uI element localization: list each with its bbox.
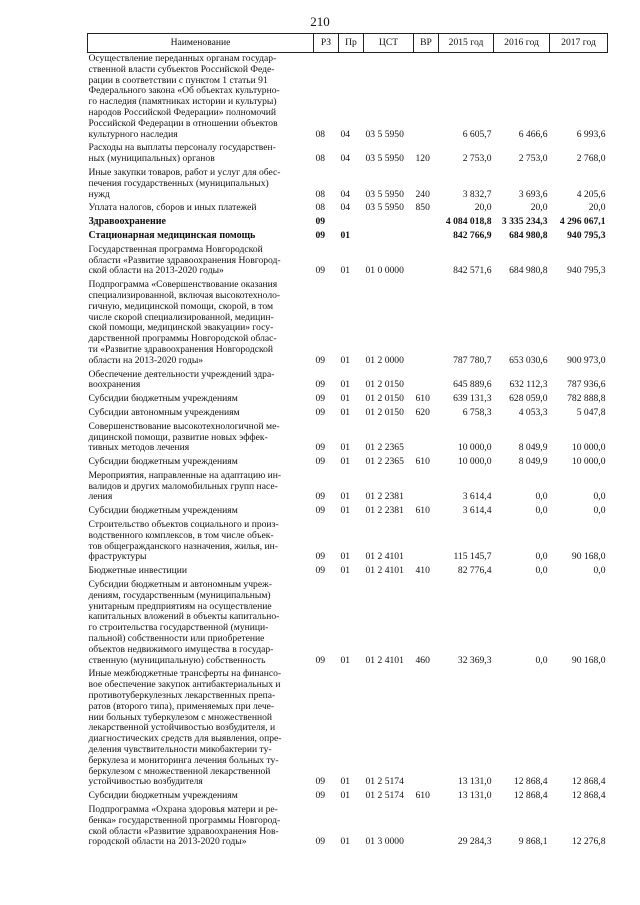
table-row: [88, 565, 608, 579]
row-name: Уплата налогов, сборов и иных платежей: [88, 202, 257, 214]
row-value-2015: 6 605,7: [462, 128, 492, 140]
row-vr: 610: [415, 505, 430, 517]
header-rz: РЗ: [314, 34, 339, 53]
row-pr: 01: [340, 456, 351, 468]
row-vr: 610: [415, 456, 430, 468]
row-value-2016: 2 753,0: [518, 153, 548, 165]
row-value-2017: 4 296 067,1: [559, 216, 606, 228]
header-name: Наименование: [88, 34, 314, 53]
row-value-2016: 8 049,9: [518, 442, 548, 454]
row-value-2017: 940 795,3: [567, 265, 606, 277]
row-vr: 610: [415, 790, 430, 802]
row-value-2015: 82 776,4: [457, 565, 492, 577]
table-row: [88, 393, 608, 407]
row-pr: 01: [340, 379, 351, 391]
row-cst: 03 5 5950: [365, 128, 404, 140]
row-cst: [364, 230, 414, 244]
row-value-2016: 0,0: [535, 505, 548, 517]
row-value-2015: 10 000,0: [457, 442, 492, 454]
row-rz: 09: [315, 442, 326, 454]
row-pr: 01: [340, 265, 351, 277]
row-name: Подпрограмма «Совершенствование оказания специализированной, включая высокотехноло- гичную, медицинской помощи, скорой, в том числе скорой специализированной, медицин- ской помощи, медицинской эвакуации» госу- дарственной программы Новгородской облас- ти «Развитие здравоохранения Новгородской области на 2013-2020 годы»: [88, 279, 281, 366]
row-value-2015: 787 780,7: [453, 354, 492, 366]
row-value-2015: 20,0: [474, 202, 492, 214]
row-name: Субсидии бюджетным учреждениям: [88, 790, 238, 802]
row-pr: 01: [340, 654, 351, 666]
row-value-2015: 645 889,6: [453, 379, 492, 391]
table-row: [88, 790, 608, 804]
row-vr: 850: [415, 202, 430, 214]
row-rz: 09: [315, 565, 326, 577]
row-vr: [414, 230, 439, 244]
row-rz: 09: [315, 354, 326, 366]
row-value-2015: 10 000,0: [457, 456, 492, 468]
row-rz: 09: [315, 456, 326, 468]
table-row: [88, 167, 608, 202]
row-rz: 09: [315, 505, 326, 517]
row-rz: 09: [315, 491, 326, 503]
row-pr: [339, 216, 364, 230]
table-row: [88, 202, 608, 216]
table-row: [88, 244, 608, 279]
header-vr: ВР: [414, 34, 439, 53]
page-number: 210: [310, 14, 330, 29]
row-pr: 01: [340, 836, 351, 848]
row-pr: 01: [340, 406, 351, 418]
row-value-2016: 12 868,4: [513, 776, 548, 788]
row-value-2016: 4 053,3: [518, 406, 548, 418]
row-pr: 01: [340, 229, 351, 241]
row-rz: 09: [315, 265, 326, 277]
row-value-2016: 9 868,1: [518, 836, 548, 848]
row-cst: 01 2 0150: [365, 406, 404, 418]
row-vr: [414, 804, 439, 850]
row-value-2015: 32 369,3: [457, 654, 492, 666]
row-value-2015: 29 284,3: [457, 836, 492, 848]
table-row: [88, 369, 608, 394]
table-row: [88, 279, 608, 368]
row-name: Осуществление переданных органам государ- ственной власти субъектов Российской Феде- рации в соответствии с пунктом 1 статьи 91 Федерального закона «Об объектах культурно- го наследия (памятниках истории и культуры) народов Российской Федерации» полномочий Российской Федерации в отношении объектов культурного наследия: [88, 53, 280, 140]
table-row: [88, 505, 608, 519]
row-pr: 01: [340, 491, 351, 503]
row-name: Субсидии автономным учреждениям: [88, 406, 240, 418]
row-value-2015: 13 131,0: [457, 776, 492, 788]
row-name: Подпрограмма «Охрана здоровья матери и ре- бенка» государственной программы Новгород- ской области «Развитие здравоохранения Нов- городской области на 2013-2020 годы»: [88, 804, 281, 848]
row-rz: 08: [315, 153, 326, 165]
row-value-2016: 8 049,9: [518, 456, 548, 468]
row-vr: 120: [415, 153, 430, 165]
row-vr: [414, 216, 439, 230]
row-cst: 03 5 5950: [365, 202, 404, 214]
row-value-2016: 684 980,8: [509, 265, 548, 277]
row-name: Строительство объектов социального и произ- водственного комплексов, в том числе объек- тов общегражданского назначения, жилья, ин- фраструктуры: [88, 519, 279, 563]
row-value-2017: 90 168,0: [571, 654, 606, 666]
row-rz: 09: [315, 216, 326, 228]
row-value-2015: 3 614,4: [462, 491, 492, 503]
row-name: Субсидии бюджетным учреждениям: [88, 505, 238, 517]
row-value-2016: 0,0: [535, 654, 548, 666]
row-rz: 08: [315, 188, 326, 200]
table-row: [88, 668, 608, 790]
row-value-2017: 12 276,8: [571, 836, 606, 848]
row-pr: 01: [340, 393, 351, 405]
row-value-2016: 684 980,8: [509, 229, 548, 241]
row-rz: 08: [315, 202, 326, 214]
table-header: [88, 34, 608, 53]
row-name: Субсидии бюджетным и автономным учреж- дениям, государственным (муниципальным) унитарным предприятиям на осуществление капитальных вложений в объекты капитально- го строительства государственной (муници- пальной) собственности или приобретение объектов недвижимого имущества в государ- ственную (муниципальную) собственность: [88, 579, 280, 666]
row-pr: 01: [340, 505, 351, 517]
row-value-2015: 2 753,0: [462, 153, 492, 165]
row-cst: [364, 216, 414, 230]
row-value-2016: 0,0: [535, 491, 548, 503]
row-vr: [414, 244, 439, 279]
table-row: [88, 142, 608, 167]
row-cst: 01 0 0000: [365, 265, 404, 277]
row-vr: [414, 519, 439, 565]
row-name: Иные закупки товаров, работ и услуг для обес- печения государственных (муниципальных) нужд: [88, 166, 281, 200]
row-value-2016: 6 466,6: [518, 128, 548, 140]
row-rz: 09: [315, 229, 326, 241]
row-value-2016: 628 059,0: [509, 393, 548, 405]
row-value-2015: 3 614,4: [462, 505, 492, 517]
row-pr: 01: [340, 442, 351, 454]
row-value-2015: 842 571,6: [453, 265, 492, 277]
row-value-2016: 0,0: [535, 565, 548, 577]
row-value-2016: 12 868,4: [513, 790, 548, 802]
table-row: [88, 579, 608, 668]
row-vr: [414, 369, 439, 394]
row-value-2017: 20,0: [588, 202, 606, 214]
row-vr: 620: [415, 406, 430, 418]
row-rz: 09: [315, 393, 326, 405]
row-value-2016: 3 335 234,3: [501, 216, 548, 228]
row-cst: 01 2 0150: [365, 379, 404, 391]
row-value-2017: 4 205,6: [576, 188, 606, 200]
row-rz: 09: [315, 406, 326, 418]
row-vr: [414, 279, 439, 368]
table-row: [88, 804, 608, 850]
row-cst: 01 2 0000: [365, 354, 404, 366]
table-row: [88, 421, 608, 456]
row-cst: 01 2 2365: [365, 456, 404, 468]
row-pr: 04: [340, 202, 351, 214]
row-value-2017: 2 768,0: [576, 153, 606, 165]
table-row: [88, 230, 608, 244]
row-rz: 09: [315, 790, 326, 802]
row-pr: 01: [340, 565, 351, 577]
row-rz: 09: [315, 654, 326, 666]
table-row: [88, 519, 608, 565]
header-2015: 2015 год: [439, 34, 494, 53]
row-value-2017: 0,0: [593, 491, 606, 503]
row-name: Государственная программа Новгородской области «Развитие здравоохранения Новгород- ской области на 2013-2020 годы»: [88, 243, 281, 277]
row-vr: [414, 421, 439, 456]
row-cst: 01 2 4101: [365, 654, 404, 666]
row-cst: 03 5 5950: [365, 188, 404, 200]
row-cst: 01 2 2381: [365, 491, 404, 503]
row-value-2017: 5 047,8: [576, 406, 606, 418]
row-value-2017: 6 993,6: [576, 128, 606, 140]
row-cst: 01 2 5174: [365, 790, 404, 802]
row-value-2017: 12 868,4: [571, 776, 606, 788]
row-name: Субсидии бюджетным учреждениям: [88, 393, 238, 405]
table-row: [88, 53, 608, 143]
row-pr: 04: [340, 128, 351, 140]
row-vr: 240: [415, 188, 430, 200]
row-name: Бюджетные инвестиции: [88, 565, 187, 577]
row-vr: 610: [415, 393, 430, 405]
header-2017: 2017 год: [550, 34, 608, 53]
row-vr: 460: [415, 654, 430, 666]
row-pr: 04: [340, 153, 351, 165]
row-value-2015: 13 131,0: [457, 790, 492, 802]
row-value-2016: 632 112,3: [509, 379, 548, 391]
row-value-2015: 639 131,3: [453, 393, 492, 405]
row-rz: 09: [315, 379, 326, 391]
row-value-2017: 782 888,8: [567, 393, 606, 405]
row-value-2015: 3 832,7: [462, 188, 492, 200]
table-row: [88, 216, 608, 230]
row-value-2017: 787 936,6: [567, 379, 606, 391]
row-vr: [414, 53, 439, 143]
row-pr: 01: [340, 776, 351, 788]
row-value-2016: 3 693,6: [518, 188, 548, 200]
budget-table: [87, 33, 608, 850]
row-vr: [414, 668, 439, 790]
row-cst: 01 2 4101: [365, 551, 404, 563]
row-value-2015: 6 758,3: [462, 406, 492, 418]
row-pr: 01: [340, 790, 351, 802]
row-cst: 01 2 2381: [365, 505, 404, 517]
row-name: Совершенствование высокотехнологичной ме- дицинской помощи, развитие новых эффек- тивных методов лечения: [88, 420, 280, 454]
row-name: Обеспечение деятельности учреждений здра- воохранения: [88, 368, 275, 391]
row-value-2017: 10 000,0: [571, 456, 606, 468]
row-rz: 08: [315, 128, 326, 140]
row-cst: 01 2 4101: [365, 565, 404, 577]
table-row: [88, 456, 608, 470]
row-name: Стационарная медицинская помощь: [88, 229, 256, 241]
row-cst: 03 5 5950: [365, 153, 404, 165]
row-cst: 01 2 2365: [365, 442, 404, 454]
row-value-2016: 653 030,6: [509, 354, 548, 366]
row-value-2017: 90 168,0: [571, 551, 606, 563]
table-row: [88, 407, 608, 421]
row-value-2015: 115 145,7: [453, 551, 492, 563]
row-value-2016: 0,0: [535, 551, 548, 563]
row-rz: 09: [315, 551, 326, 563]
header-cst: ЦСТ: [364, 34, 414, 53]
row-rz: 09: [315, 776, 326, 788]
row-value-2016: 20,0: [530, 202, 548, 214]
row-value-2017: 10 000,0: [571, 442, 606, 454]
header-pr: Пр: [339, 34, 364, 53]
row-name: Здравоохранение: [88, 216, 166, 228]
row-rz: 09: [315, 836, 326, 848]
row-name: Иные межбюджетные трансферты на финансо- вое обеспечение закупок антибактериальных и противотуберкулезных лекарственных препа- ратов (второго типа), применяемых при лече- нии больных туберкулезом с множественной лекарственной устойчивостью возбудителя, и диагностических средств для выявления, опре- деления чувствительности микобактерии ту- беркулеза и мониторинга лечения больных ту- беркулезом с множественной лекарственной устойчивостью возбудителя: [88, 668, 282, 788]
row-cst: 01 2 0150: [365, 393, 404, 405]
row-value-2017: 12 868,4: [571, 790, 606, 802]
row-name: Расходы на выплаты персоналу государствен- ных (муниципальных) органов: [88, 142, 276, 165]
row-value-2017: 0,0: [593, 565, 606, 577]
row-vr: 410: [415, 565, 430, 577]
row-name: Мероприятия, направленные на адаптацию ин- валидов и других маломобильных групп насе- ления: [88, 469, 282, 503]
table-body: [88, 53, 608, 851]
row-cst: 01 3 0000: [365, 836, 404, 848]
row-value-2015: 842 766,9: [453, 229, 492, 241]
row-cst: 01 2 5174: [365, 776, 404, 788]
row-pr: 01: [340, 551, 351, 563]
header-2016: 2016 год: [494, 34, 550, 53]
row-pr: 01: [340, 354, 351, 366]
row-value-2017: 900 973,0: [567, 354, 606, 366]
row-value-2017: 0,0: [593, 505, 606, 517]
row-pr: 04: [340, 188, 351, 200]
table-row: [88, 470, 608, 505]
row-name: Субсидии бюджетным учреждениям: [88, 456, 238, 468]
row-vr: [414, 470, 439, 505]
row-value-2015: 4 084 018,8: [445, 216, 492, 228]
row-value-2017: 940 795,3: [567, 229, 606, 241]
